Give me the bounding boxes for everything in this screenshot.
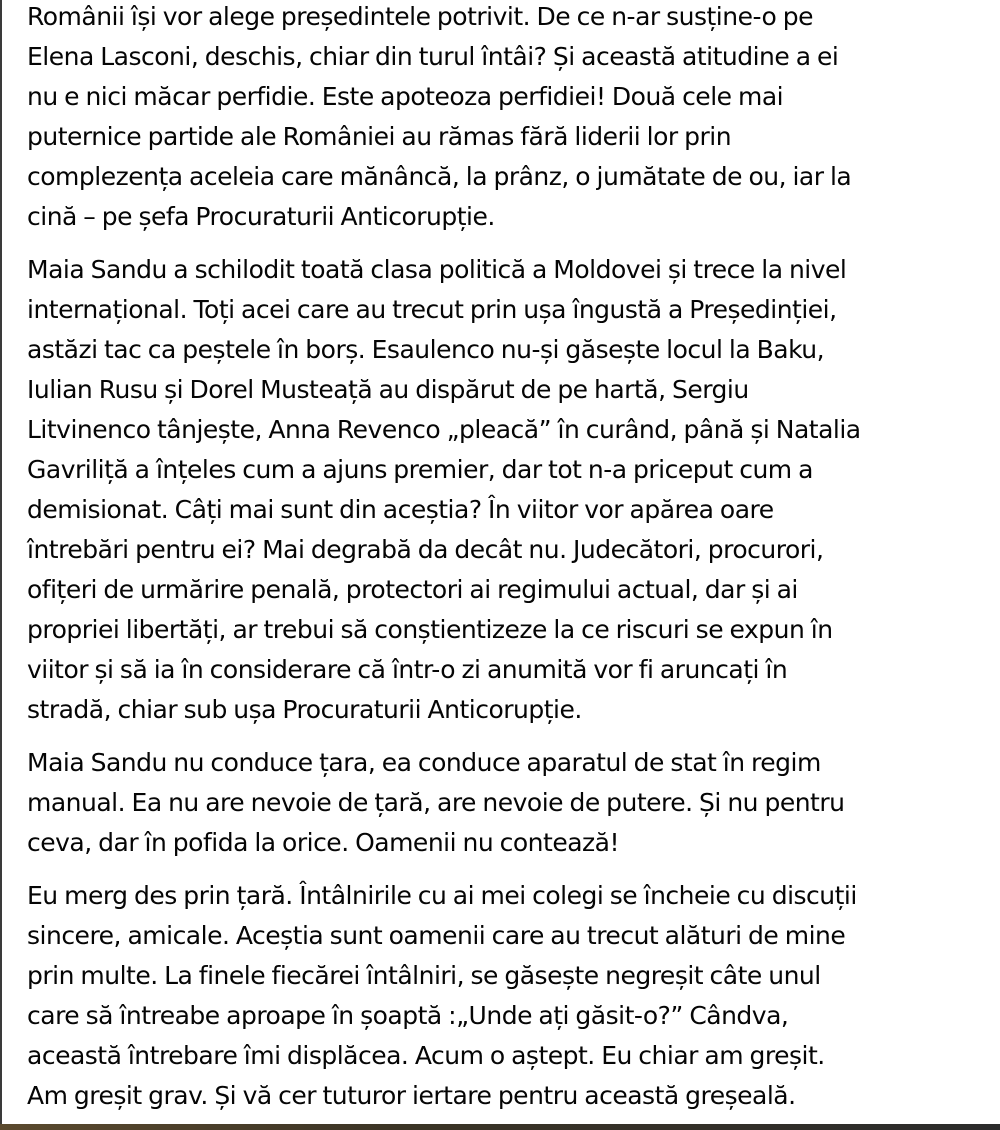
text-line: această întrebare îmi displăcea. Acum o aștept. Eu chiar am greșit. [27,1041,825,1070]
text-line: stradă, chiar sub ușa Procuraturii Anticorupție. [27,695,582,724]
text-line: demisionat. Câți mai sunt din aceștia? În viitor vor apărea oare [27,495,774,524]
text-line: Gavriliță a înțeles cum a ajuns premier, dar tot n-a priceput cum a [27,455,813,484]
text-line: astăzi tac ca peștele în borș. Esaulenco nu-și găsește locul la Baku, [27,335,825,364]
text-line: întrebări pentru ei? Mai degrabă da decât nu. Judecători, procurori, [27,535,824,564]
text-line: care să întreabe aproape în șoaptă :„Unde ați găsit-o?” Cândva, [27,1001,789,1030]
text-line: complezența aceleia care mănâncă, la prânz, o jumătate de ou, iar la [27,162,852,191]
text-line: ceva, dar în pofida la orice. Oamenii nu contează! [27,828,619,857]
text-line: Litvinenco tânjește, Anna Revenco „pleacă” în curând, până și Natalia [27,415,861,444]
text-line: sincere, amicale. Aceștia sunt oamenii care au trecut alături de mine [27,921,846,950]
text-line: propriei libertăți, ar trebui să conștientizeze la ce riscuri se expun în [27,615,833,644]
text-line: Maia Sandu a schilodit toată clasa politică a Moldovei și trece la nivel [27,255,847,284]
text-line: Eu merg des prin țară. Întâlnirile cu ai mei colegi se încheie cu discuții [27,881,857,910]
text-line: Am greșit grav. Și vă cer tuturor iertare pentru această greșeală. [27,1081,796,1110]
post-paragraph-1 [27,0,1000,237]
text-line: puternice partide ale României au rămas fără liderii lor prin [27,122,732,151]
text-line: cină – pe șefa Procuraturii Anticorupție. [27,202,495,231]
post-paragraph-4 [27,876,1000,1116]
text-line: ofițeri de urmărire penală, protectori ai regimului actual, dar și ai [27,575,798,604]
text-line: viitor și să ia în considerare că într-o zi anumită vor fi aruncați în [27,655,788,684]
desktop-background-strip [0,1124,1000,1130]
post-body [2,0,1000,1116]
post-paragraph-3 [27,743,1000,863]
text-line: manual. Ea nu are nevoie de țară, are nevoie de putere. Și nu pentru [27,788,845,817]
text-line: Românii își vor alege președintele potrivit. De ce n-ar susține-o pe [27,2,813,31]
text-line: nu e nici măcar perfidie. Este apoteoza perfidiei! Două cele mai [27,82,784,111]
text-line: Maia Sandu nu conduce țara, ea conduce aparatul de stat în regim [27,748,821,777]
text-line: prin multe. La finele fiecărei întâlniri, se găsește negreșit câte unul [27,961,821,990]
post-paragraph-2 [27,250,1000,730]
text-line: Elena Lasconi, deschis, chiar din turul întâi? Și această atitudine a ei [27,42,839,71]
text-line: Iulian Rusu și Dorel Musteață au dispărut de pe hartă, Sergiu [27,375,749,404]
text-line: internațional. Toți acei care au trecut prin ușa îngustă a Președinției, [27,295,837,324]
